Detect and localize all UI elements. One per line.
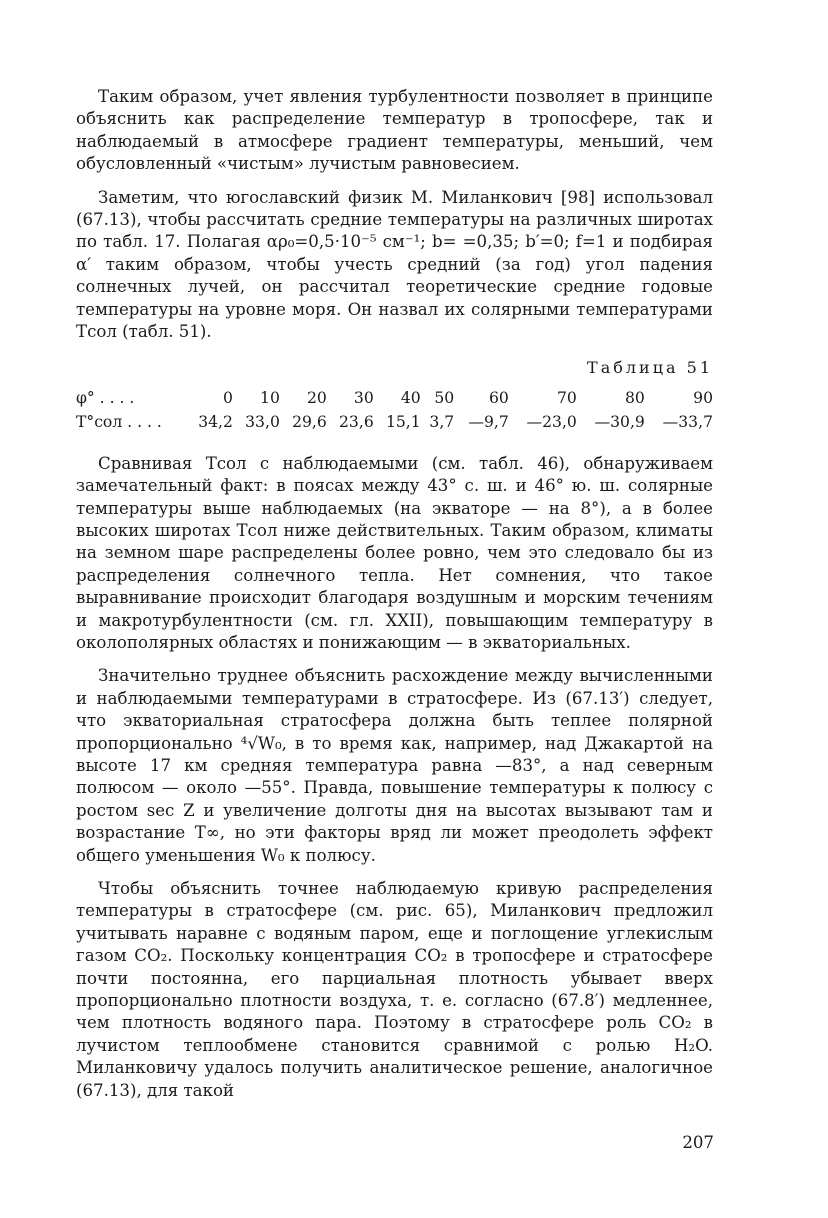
cell: 23,6 — [339, 413, 374, 432]
row-label-latitude: φ° . . . . — [76, 388, 135, 407]
paragraph-3: Сравнивая Tсол с наблюдаемыми (см. табл. 46), обнаруживаем замечательный факт: в поясах между 43° с. ш. и 46° ю. ш. солярные температуры выше наблюдаемых (на экваторе — на 8°), а в более высоких широтах Tсол ниже действительных. Таким образом, климаты на земном шаре распределены более ровно, чем это следовало бы из распределения солнечного тепла. Нет сомнения, что такое выравнивание происходит благодаря воздушным и морским течениям и макротурбулентности (см. гл. XXII), повышающим температуру в околополярных областях и понижающим — в экваториальных. — [76, 453, 713, 652]
paragraph-5: Чтобы объяснить точнее наблюдаемую кривую распределения температуры в стратосфере (см. рис. 65), Миланкович предложил учитывать наравне с водяным паром, еще и поглощение углекислым газом CO₂. Поскольку концентрация CO₂ в тропосфере и стратосфере почти постоянна, его парциальная плотность убывает вверх пропорционально плотности воздуха, т. е. согласно (67.8′) медленнее, чем плотность водяного пара. Поэтому в стратосфере роль CO₂ в лучистом теплообмене становится сравнимой с ролью H₂O. Миланковичу удалось получить аналитическое решение, аналогичное (67.13), для такой — [76, 879, 713, 1100]
row-label-temperature: T°сол . . . . — [76, 413, 162, 432]
cell: 0 — [223, 388, 233, 407]
cell: —30,9 — [594, 413, 645, 432]
cell: —9,7 — [468, 413, 509, 432]
cell: 3,7 — [429, 413, 455, 432]
cell: 10 — [260, 388, 280, 407]
cell: 30 — [353, 388, 374, 407]
data-table — [76, 386, 713, 435]
paragraph-1: Таким образом, учет явления турбулентности позволяет в принципе объяснить как распределение температур в тропосфере, так и наблюдаемый в атмосфере градиент температуры, меньший, чем обусловленный «чистым» лучистым равновесием. — [76, 87, 713, 174]
cell: 34,2 — [198, 413, 233, 432]
cell: —23,0 — [526, 413, 577, 432]
cell: 29,6 — [292, 413, 327, 432]
cell: —33,7 — [662, 413, 713, 432]
cell: 60 — [488, 388, 509, 407]
cell: 40 — [400, 388, 421, 407]
cell: 20 — [306, 388, 327, 407]
cell: 50 — [434, 388, 455, 407]
page-body — [76, 86, 713, 1113]
table-row-temperature — [76, 410, 713, 434]
page-number: 207 — [682, 1133, 714, 1152]
cell: 15,1 — [385, 413, 421, 432]
paragraph-2: Заметим, что югославский физик М. Миланкович [98] использовал (67.13), чтобы рассчитать средние температуры на различных широтах по табл. 17. Полагая αρ₀=0,5·10⁻⁵ см⁻¹; b= =0,35; b′=0; f=1 и подбирая α′ таким образом, чтобы учесть средний (за год) угол падения солнечных лучей, он рассчитал теоретические средние годовые температуры на уровне моря. Он назвал их солярными температурами Tсол (табл. 51). — [76, 187, 713, 342]
cell: 33,0 — [245, 413, 280, 432]
cell: 70 — [557, 388, 577, 407]
cell: 80 — [625, 388, 645, 407]
paragraph-4: Значительно труднее объяснить расхождение между вычисленными и наблюдаемыми температурами в стратосфере. Из (67.13′) следует, что экваториальная стратосфера должна быть теплее полярной пропорционально ⁴√W₀, в то время как, например, над Джакартой на высоте 17 км средняя температура равна —83°, а над северным полюсом — около —55°. Правда, повышение температуры к полюсу с ростом sec Z и увеличение долготы дня на высотах вызывают там и возрастание T∞, но эти факторы вряд ли может преодолеть эффект общего уменьшения W₀ к полюсу. — [76, 666, 713, 865]
cell: 90 — [693, 388, 713, 407]
table-row-latitude — [76, 386, 713, 410]
table-caption: Таблица 51 — [587, 358, 713, 378]
